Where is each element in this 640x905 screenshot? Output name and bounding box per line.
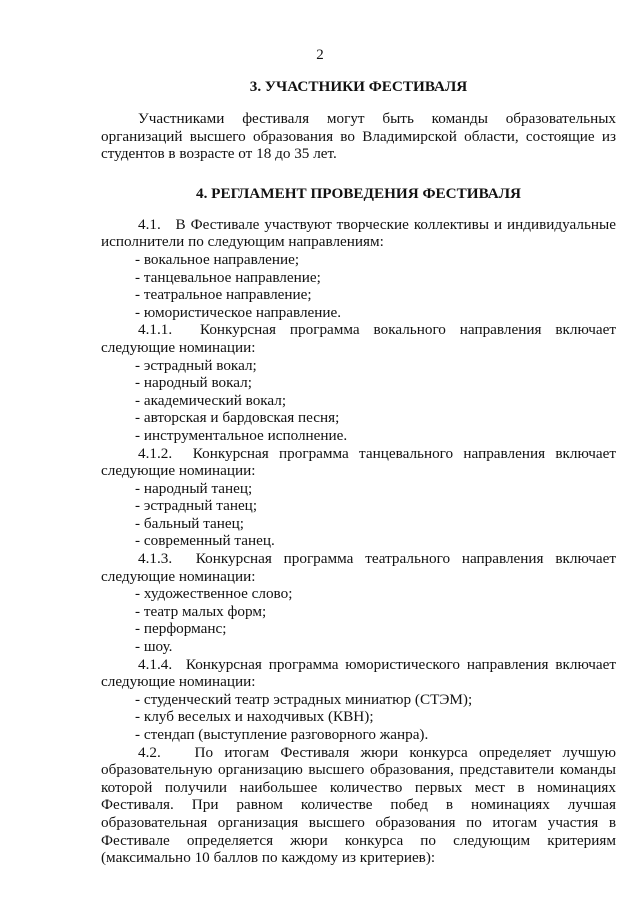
list-item: - клуб веселых и находчивых (КВН); <box>135 708 374 726</box>
list-item: - студенческий театр эстрадных миниатюр (СТЭМ); <box>135 690 473 708</box>
section-3-paragraph: Участниками фестиваля могут быть команды образовательных организаций высшего образования во Владимирской области, состоящие из студентов в возрасте от 18 до 35 лет. <box>101 110 616 163</box>
document-body <box>101 78 616 867</box>
clause-4-1-1: 4.1.1. Конкурсная программа вокального направления включает следующие номинации: <box>101 321 616 356</box>
list-item: - шоу. <box>135 638 173 656</box>
list-item: - вокальное направление; <box>135 250 300 268</box>
list-4-1-3 <box>101 585 616 655</box>
section-3-heading: 3. УЧАСТНИКИ ФЕСТИВАЛЯ <box>249 78 468 95</box>
clause-4-1-2: 4.1.2. Конкурсная программа танцевального направления включает следующие номинации: <box>101 444 616 480</box>
list-item: - эстрадный вокал; <box>135 356 257 374</box>
list-item: - юмористическое направление. <box>135 303 342 321</box>
list-item: - перформанс; <box>135 620 227 638</box>
list-item: - театральное направление; <box>135 286 312 304</box>
list-item: - танцевальное направление; <box>135 268 321 286</box>
list-4-1-4 <box>101 691 616 744</box>
clause-4-1-4: 4.1.4. Конкурсная программа юмористического направления включает следующие номинации: <box>101 655 616 691</box>
page-number: 2 <box>316 47 324 63</box>
list-4-1 <box>101 251 616 321</box>
list-item: - авторская и бардовская песня; <box>135 409 340 427</box>
list-item: - бальный танец; <box>135 514 244 532</box>
list-4-1-1 <box>101 357 616 445</box>
list-item: - инструментальное исполнение. <box>135 426 348 444</box>
list-item: - стендап (выступление разговорного жанра). <box>135 726 429 743</box>
clause-4-1-3: 4.1.3. Конкурсная программа театрального направления включает следующие номинации: <box>101 550 616 585</box>
list-item: - театр малых форм; <box>135 602 267 620</box>
list-item: - эстрадный танец; <box>135 497 258 515</box>
list-item: - академический вокал; <box>135 391 287 409</box>
list-item: - современный танец. <box>135 532 275 550</box>
list-4-1-2 <box>101 480 616 550</box>
list-item: - народный танец; <box>135 479 253 497</box>
clause-4-1: 4.1. В Фестивале участвуют творческие коллективы и индивидуальные исполнители по следующим направлениям: <box>101 215 616 251</box>
clause-4-2: 4.2. По итогам Фестиваля жюри конкурса определяет лучшую образовательную организацию высшего образования, представители команды которой получили наибольшее количество первых мест в номинациях Фестиваля. При равном количестве побед в номинациях лучшая образовательная организация высшего образования по итогам участия в Фестивале определяется жюри конкурса по следующим критериям (максимально 10 баллов по каждому из критериев): <box>101 743 616 867</box>
list-item: - художественное слово; <box>135 585 293 603</box>
list-item: - народный вокал; <box>135 374 252 392</box>
section-4-heading: 4. РЕГЛАМЕНТ ПРОВЕДЕНИЯ ФЕСТИВАЛЯ <box>195 184 521 202</box>
